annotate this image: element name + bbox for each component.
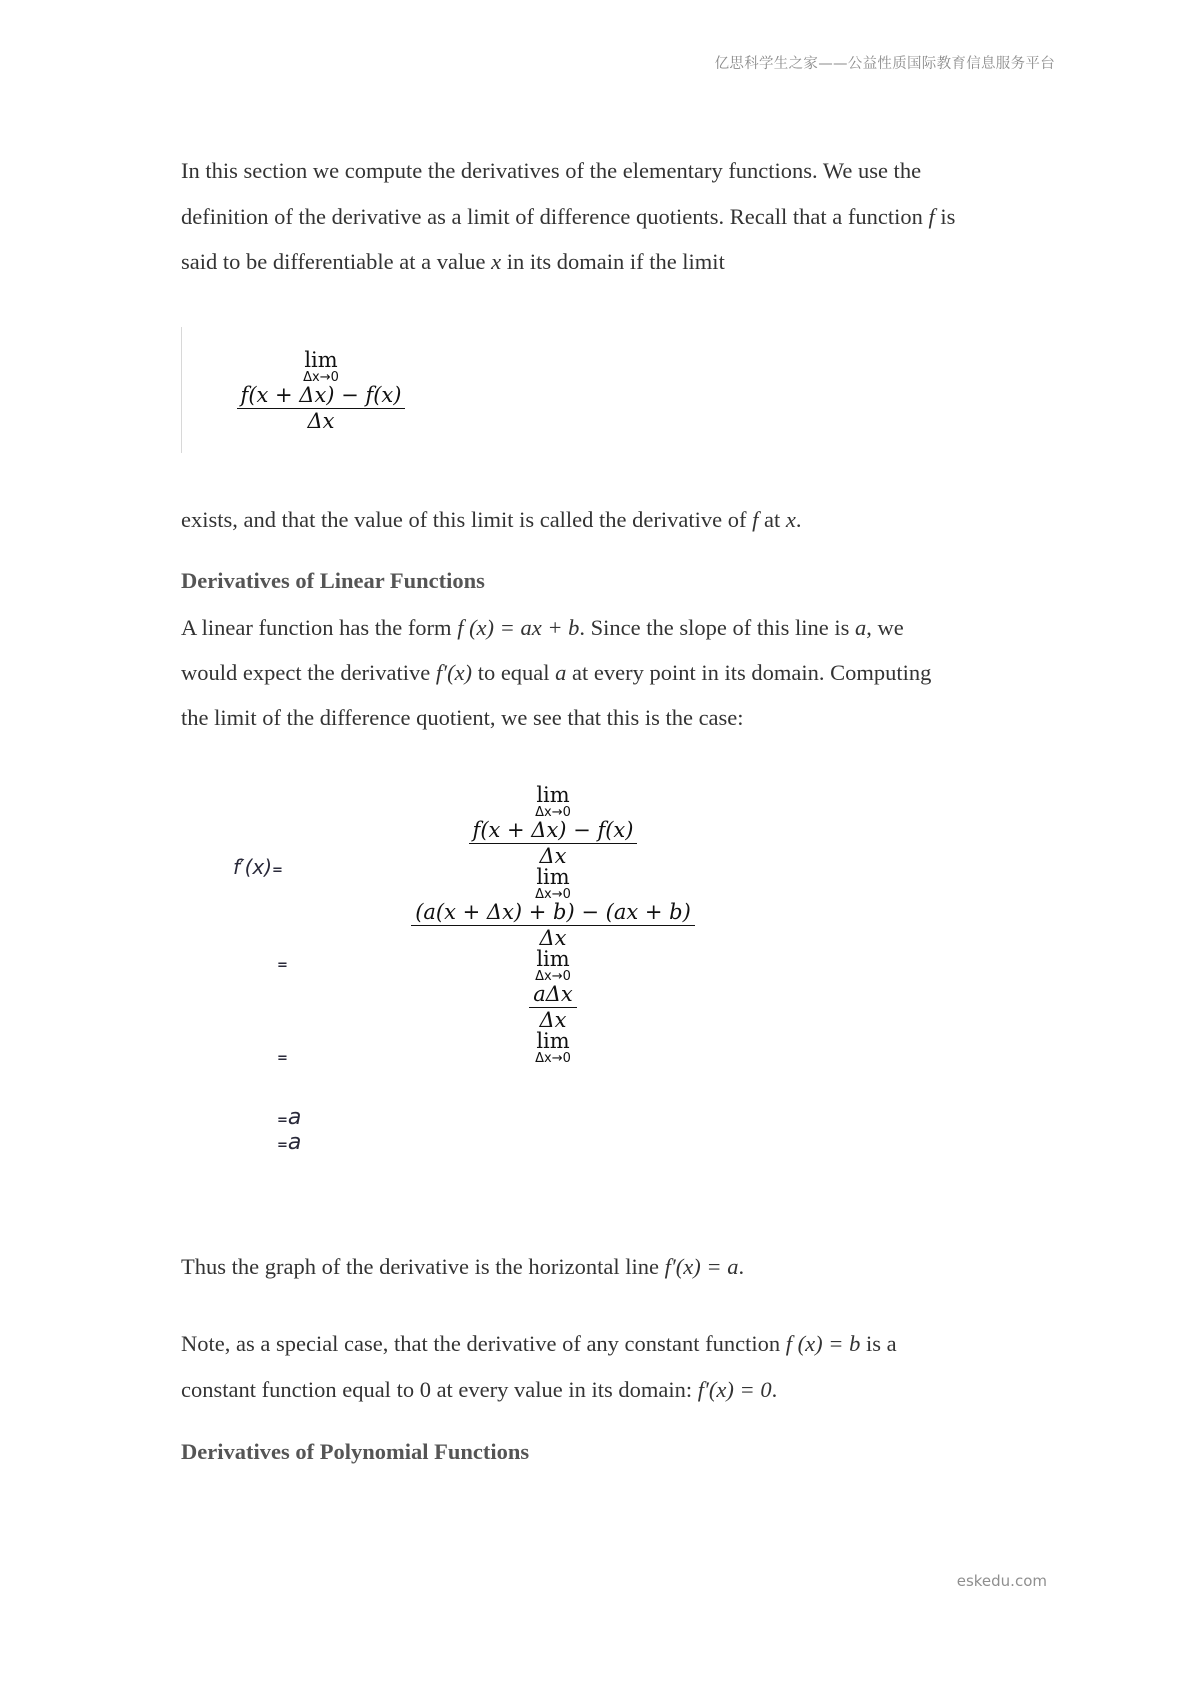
math-inline: f′(x) = 0 — [697, 1377, 772, 1402]
intro-line-3 — [181, 251, 725, 274]
denominator: Δx — [539, 926, 567, 951]
linear-line-1 — [181, 617, 904, 640]
difference-quotient — [237, 384, 406, 432]
numerator: aΔx — [529, 983, 577, 1008]
var-x: x — [491, 249, 502, 274]
lim-subscript: Δx→0 — [535, 1051, 571, 1067]
math-inline: f′(x) = a — [664, 1254, 739, 1279]
denominator: Δx — [539, 1008, 567, 1033]
numerator: f(x + Δx) − f(x) — [469, 819, 638, 844]
equals-sign: = — [277, 958, 288, 973]
site-header-title: 亿思科学生之家——公益性质国际教育信息服务平台 — [714, 56, 1055, 72]
derivation-lhs — [233, 855, 283, 879]
numerator: f(x + Δx) − f(x) — [237, 384, 406, 409]
lim-subscript: Δx→0 — [303, 370, 339, 385]
text: to equal — [472, 660, 556, 685]
intro-line-1: In this section we compute the derivatives of the elementary functions. We use the — [181, 158, 922, 183]
text: . — [795, 507, 802, 532]
math-inline: f′(x) — [435, 660, 473, 685]
derivation-equals-3 — [277, 1043, 288, 1067]
limit-definition-formula — [228, 350, 414, 432]
numerator: (a(x + Δx) + b) − (ax + b) — [411, 901, 695, 926]
derivation-step-2 — [403, 867, 703, 949]
note-line-2 — [181, 1379, 777, 1402]
f-prime-x: f′(x) — [233, 855, 273, 879]
lim-subscript: Δx→0 — [535, 887, 571, 903]
derivation-result-1 — [277, 1105, 301, 1130]
heading-linear-functions: Derivatives of Linear Functions — [181, 568, 485, 593]
text: at every point in its domain. Computing — [566, 660, 932, 685]
text: A linear function has the form — [181, 615, 458, 640]
note-line-1 — [181, 1333, 897, 1356]
denominator: Δx — [539, 844, 567, 869]
lim-operator: lim — [304, 348, 338, 372]
lim-operator: lim — [536, 947, 570, 972]
var-f: f — [928, 204, 935, 229]
math-inline: f (x) = ax + b — [457, 615, 580, 640]
text: is a — [860, 1331, 897, 1356]
formula-block-border — [181, 327, 182, 453]
equals-sign: = — [277, 1051, 288, 1066]
text: . — [738, 1254, 745, 1279]
text: , we — [866, 615, 904, 640]
text: . Since the slope of this line is — [579, 615, 855, 640]
derivation-steps — [403, 785, 703, 1065]
derivation-equals-2 — [277, 950, 288, 974]
equals-sign: = — [277, 1113, 288, 1128]
derivation-step-1 — [403, 785, 703, 867]
derivation-result-2 — [277, 1130, 301, 1155]
derivation-step-3 — [403, 949, 703, 1031]
var-a: a — [555, 660, 567, 685]
linear-line-2 — [181, 662, 931, 685]
text: Thus the graph of the derivative is the horizontal line — [181, 1254, 665, 1279]
intro-line-2 — [181, 206, 955, 229]
math-inline: f (x) = b — [785, 1331, 861, 1356]
linear-line-3: the limit of the difference quotient, we see that this is the case: — [181, 705, 744, 730]
lim-operator: lim — [536, 865, 570, 890]
after-limit-line — [181, 509, 802, 532]
lim-subscript: Δx→0 — [535, 805, 571, 820]
text: is — [934, 204, 956, 229]
text: . — [771, 1377, 778, 1402]
lim-subscript: Δx→0 — [535, 969, 571, 985]
derivation-step-4 — [403, 1031, 703, 1065]
heading-polynomial-functions: Derivatives of Polynomial Functions — [181, 1439, 530, 1464]
lim-operator: lim — [536, 1029, 570, 1054]
var-f: f — [752, 507, 759, 532]
text: in its domain if the limit — [501, 249, 725, 274]
text: would expect the derivative — [181, 660, 436, 685]
conclusion-line — [181, 1256, 744, 1279]
text: exists, and that the value of this limit is called the derivative of — [181, 507, 753, 532]
result-a: a — [287, 1130, 302, 1155]
lim-operator: lim — [536, 783, 570, 807]
text: said to be differentiable at a value — [181, 249, 492, 274]
var-x: x — [785, 507, 796, 532]
denominator: Δx — [307, 409, 335, 434]
text: definition of the derivative as a limit of difference quotients. Recall that a function — [181, 204, 929, 229]
equals-sign: = — [277, 1138, 288, 1153]
text: Note, as a special case, that the derivative of any constant function — [181, 1331, 786, 1356]
equals-sign: = — [272, 863, 283, 878]
text: at — [758, 507, 786, 532]
footer-domain: eskedu.com — [956, 1572, 1047, 1590]
result-a: a — [287, 1105, 302, 1130]
var-a: a — [854, 615, 867, 640]
text: constant function equal to 0 at every value in its domain: — [181, 1377, 698, 1402]
